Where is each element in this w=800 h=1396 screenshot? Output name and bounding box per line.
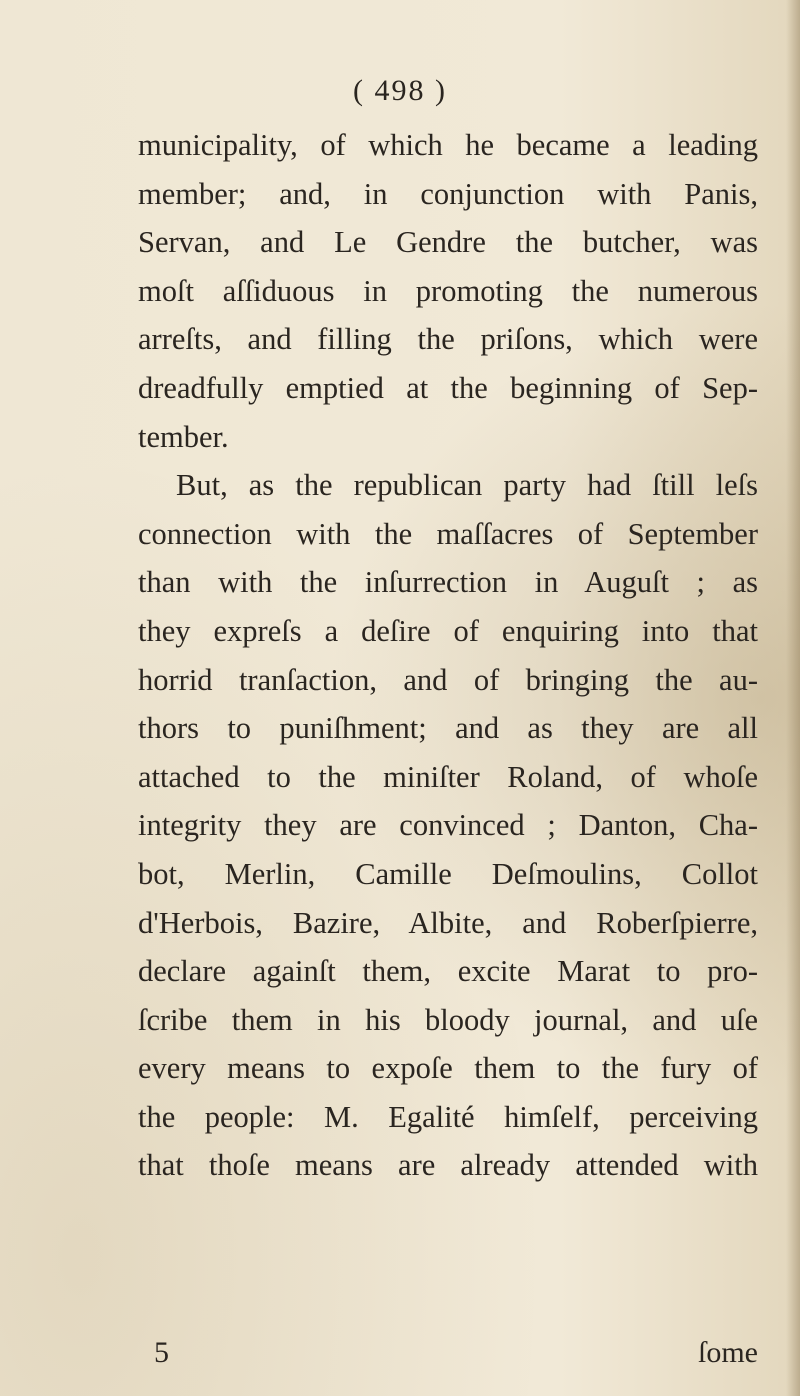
text-line: ſcribe them in his bloody journal, and uſe (138, 1002, 758, 1037)
text-line: the people: M. Egalité himſelf, perceiving (138, 1099, 758, 1134)
text-line: dreadfully emptied at the beginning of Sep- (138, 370, 758, 405)
text-line: attached to the miniſter Roland, of whoſe (138, 759, 758, 794)
text-line: moſt aſſiduous in promoting the numerous (138, 273, 758, 308)
text-line: municipality, of which he became a leading (138, 128, 758, 162)
text-line: arreſts, and filling the priſons, which were (138, 322, 758, 357)
catchword: ſome (698, 1336, 758, 1369)
text-line: Servan, and Le Gendre the butcher, was (138, 225, 758, 260)
page-footer (138, 1336, 758, 1376)
text-line: member; and, in conjunction with Panis, (138, 176, 758, 211)
text-line: But, as the republican party had ſtill leſs (176, 468, 758, 503)
text-line: that thoſe means are already attended with (138, 1148, 758, 1183)
page-number-header: ( 498 ) (353, 74, 447, 107)
text-line: they expreſs a deſire of enquiring into that (138, 613, 758, 648)
text-line: declare againſt them, excite Marat to pro- (138, 954, 758, 989)
text-line: every means to expoſe them to the fury of (138, 1051, 758, 1086)
text-line: d'Herbois, Bazire, Albite, and Roberſpierre, (138, 905, 758, 940)
text-line: connection with the maſſacres of September (138, 516, 758, 551)
text-line: integrity they are convinced ; Danton, Cha- (138, 808, 758, 843)
text-line: horrid tranſaction, and of bringing the au- (138, 662, 758, 697)
signature-mark: 5 (154, 1336, 169, 1369)
body-text (138, 121, 758, 1190)
text-line: than with the inſurrection in Auguſt ; as (138, 565, 758, 600)
text-line: bot, Merlin, Camille Deſmoulins, Collot (138, 856, 758, 891)
text-line: thors to puniſhment; and as they are all (138, 711, 758, 746)
page-edge-shadow (786, 0, 800, 1396)
text-line: tember. (138, 419, 229, 454)
